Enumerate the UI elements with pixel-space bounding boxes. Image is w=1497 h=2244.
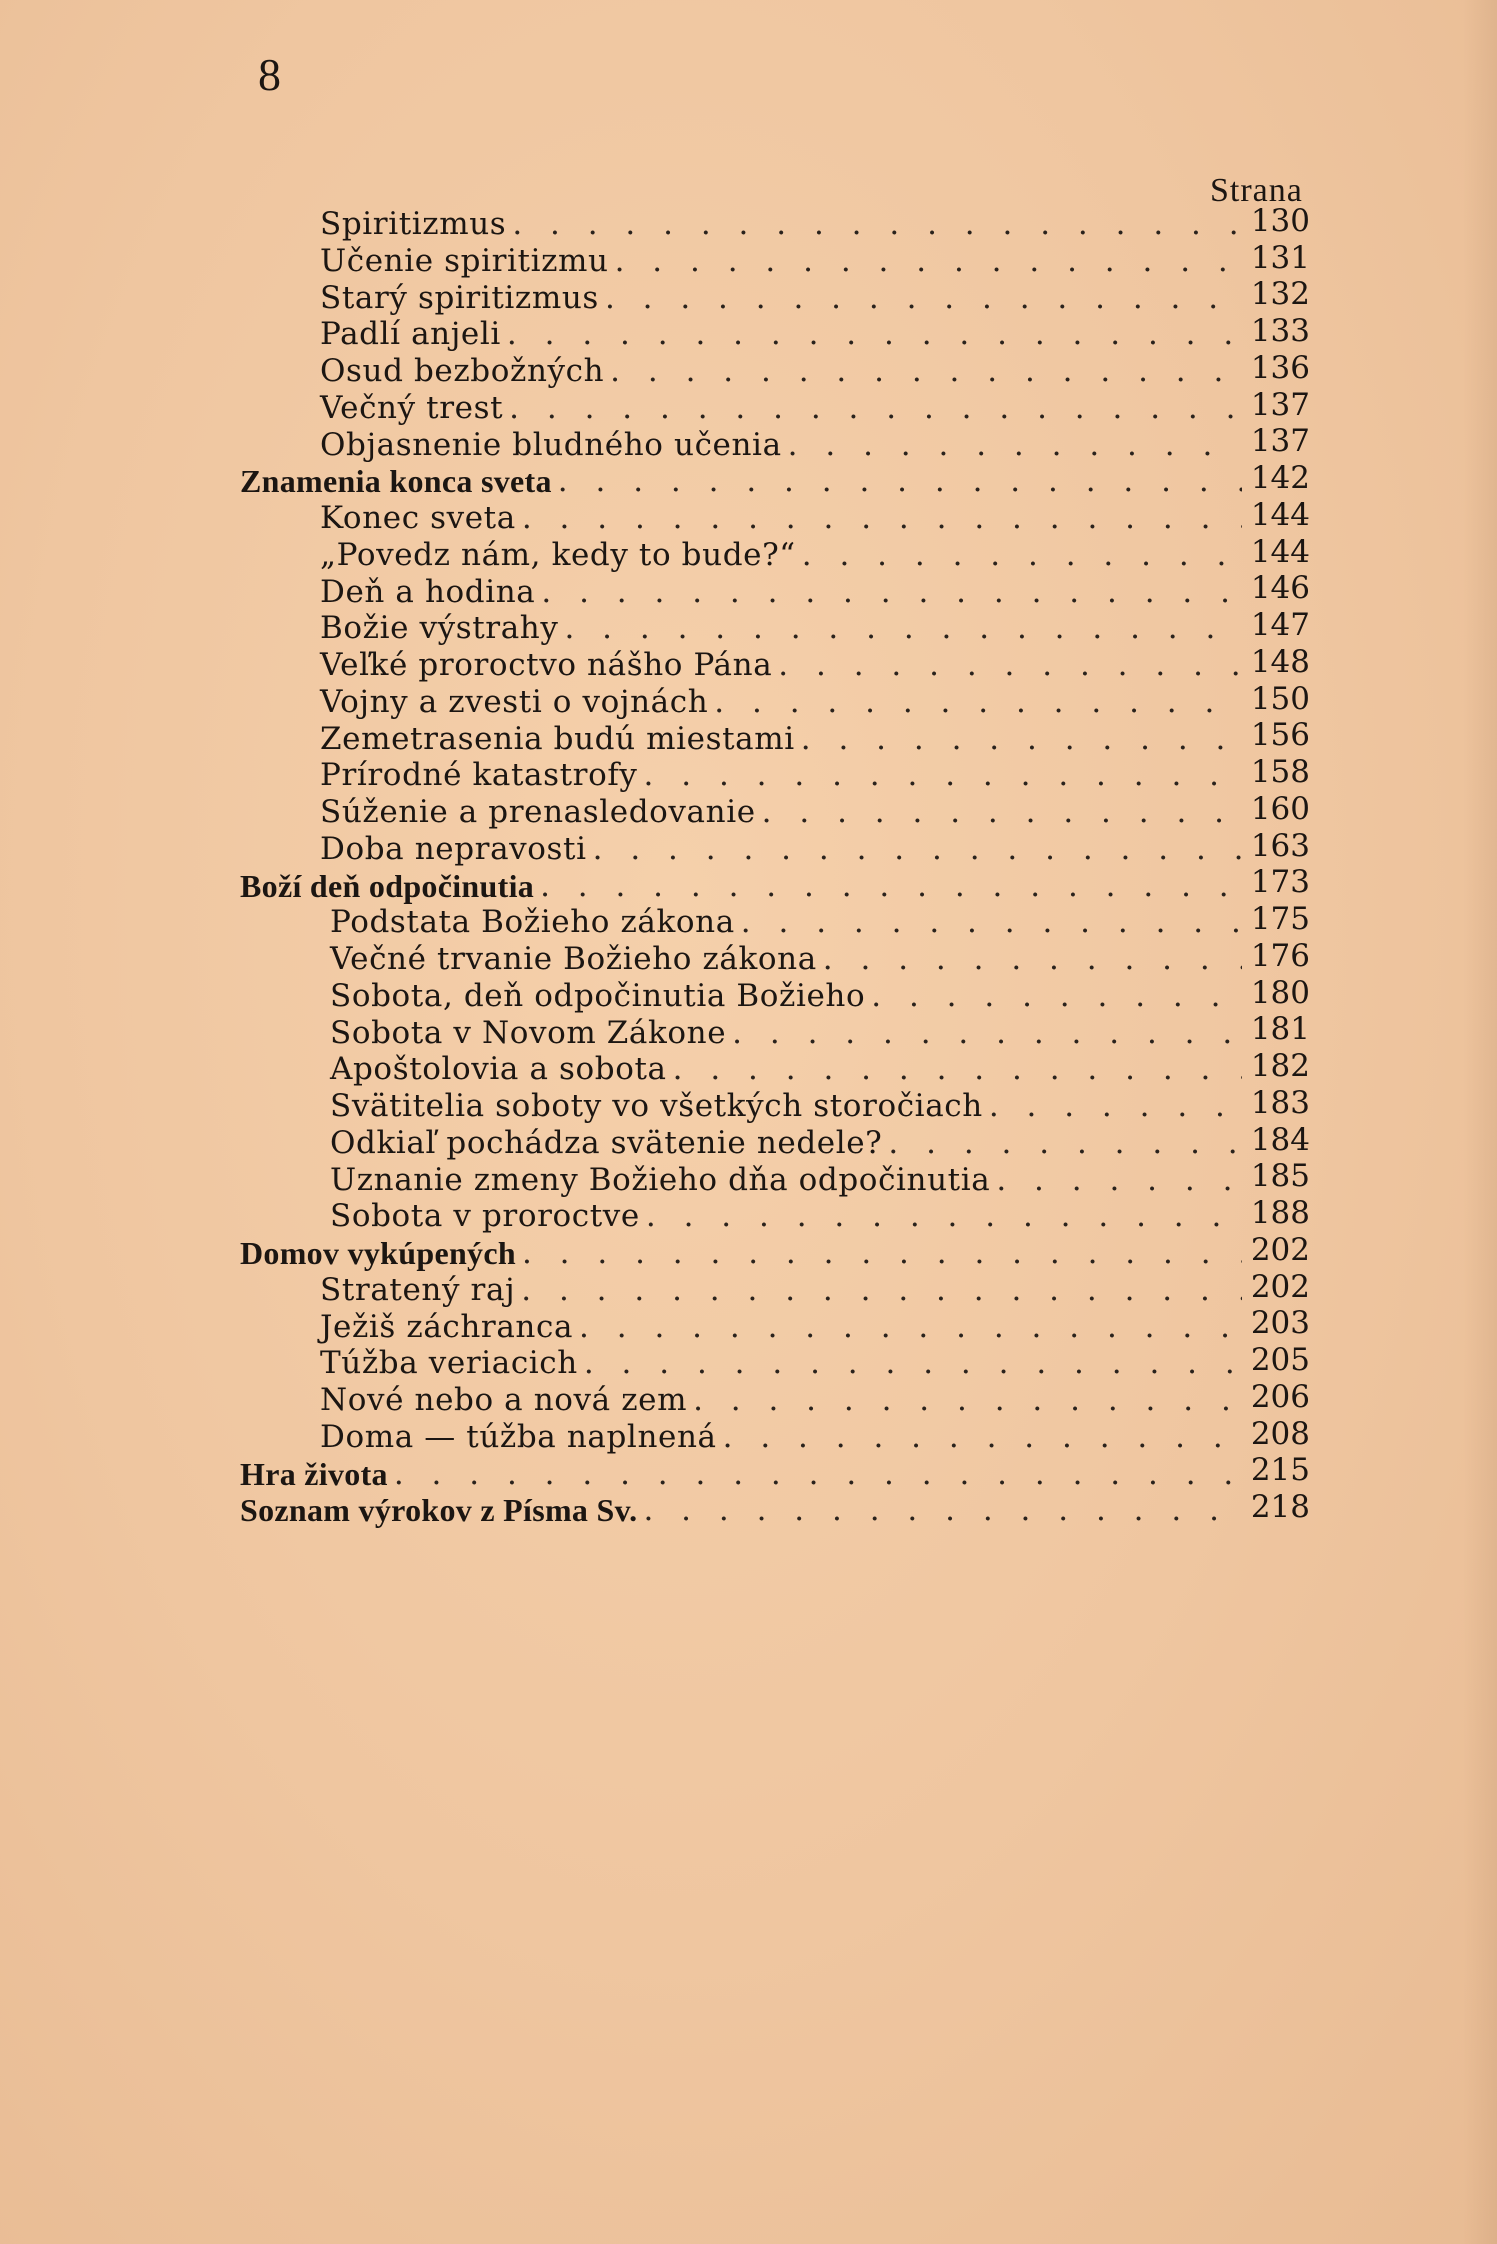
- toc-entry-page: 137: [1250, 423, 1310, 460]
- toc-entry-page: 142: [1250, 460, 1310, 496]
- toc-entry-page: 158: [1250, 754, 1310, 790]
- toc-entry-row: [240, 1342, 1310, 1382]
- dot-leader: [714, 684, 1242, 721]
- toc-entry-row: [240, 1121, 1310, 1162]
- dot-leader: [605, 280, 1242, 317]
- page-column-header: Strana: [1210, 172, 1303, 209]
- toc-entry-page: 208: [1250, 1415, 1310, 1452]
- toc-entry-title: Odkiaľ pochádza svätenie nedele?: [330, 1124, 883, 1161]
- dot-leader: [522, 500, 1242, 537]
- toc-entry-row: [240, 717, 1310, 758]
- toc-entry-row: [240, 349, 1310, 390]
- toc-entry-row: [240, 1011, 1310, 1052]
- toc-entry-page: 133: [1250, 313, 1310, 349]
- toc-entry-row: [240, 643, 1310, 684]
- toc-entry-title: Sobota, deň odpočinutia Božieho: [330, 977, 866, 1014]
- toc-entry-page: 215: [1250, 1452, 1310, 1489]
- toc-entry-page: 131: [1250, 239, 1310, 276]
- toc-entry-row: [240, 1084, 1310, 1125]
- toc-entry-title: Hra života: [240, 1455, 388, 1492]
- toc-entry-title: Osud bezbožných: [320, 353, 605, 389]
- dot-leader: [541, 574, 1242, 611]
- toc-entry-row: [240, 496, 1310, 537]
- toc-entry-title: Zemetrasenia budú miestami: [320, 720, 795, 757]
- toc-entry-page: 206: [1250, 1378, 1310, 1415]
- toc-entry-row: [240, 827, 1310, 868]
- toc-entry-page: 130: [1250, 202, 1310, 239]
- toc-entry-title: Prírodné katastrofy: [320, 757, 638, 794]
- toc-entry-title: Učenie spiritizmu: [320, 242, 609, 279]
- dot-leader: [507, 316, 1242, 353]
- toc-entry-title: Nové nebo a nová zem: [320, 1382, 688, 1418]
- dot-leader: [741, 904, 1242, 941]
- toc-entry-page: 180: [1250, 974, 1310, 1011]
- toc-entry-row: [240, 313, 1310, 353]
- toc-entry-row: [240, 533, 1310, 574]
- toc-chapter-row: [240, 864, 1310, 905]
- dot-leader: [610, 353, 1242, 390]
- dot-leader: [644, 757, 1242, 794]
- toc-entry-page: 160: [1250, 790, 1310, 827]
- dot-leader: [521, 1272, 1242, 1309]
- toc-entry-title: Boží deň odpočinutia: [240, 867, 535, 904]
- dot-leader: [646, 1198, 1242, 1235]
- toc-chapter-row: [240, 1231, 1310, 1272]
- dot-leader: [778, 647, 1242, 684]
- toc-entry-page: 205: [1250, 1342, 1310, 1378]
- toc-entry-title: Vojny a zvesti o vojnách: [320, 683, 709, 720]
- toc-entry-row: [240, 570, 1310, 611]
- toc-entry-row: [240, 680, 1310, 721]
- toc-chapter-row: [240, 1489, 1310, 1529]
- toc-entry-title: Sobota v proroctve: [330, 1198, 640, 1235]
- toc-entry-page: 182: [1250, 1048, 1310, 1084]
- toc-entry-row: [240, 386, 1310, 427]
- toc-entry-page: 173: [1250, 864, 1310, 901]
- toc-entry-page: 144: [1250, 533, 1310, 570]
- toc-chapter-row: [240, 1452, 1310, 1493]
- toc-entry-row: [240, 202, 1310, 243]
- toc-entry-title: „Povedz nám, kedy to bude?“: [320, 536, 796, 573]
- toc-entry-page: 148: [1250, 643, 1310, 680]
- toc-entry-title: Ježiš záchranca: [320, 1308, 574, 1345]
- toc-entry-title: Soznam výrokov z Písma Sv.: [240, 1492, 638, 1529]
- dot-leader: [801, 721, 1242, 758]
- dot-leader: [564, 610, 1242, 647]
- dot-leader: [732, 1015, 1242, 1052]
- dot-leader: [888, 1125, 1242, 1162]
- toc-entry-row: [240, 276, 1310, 317]
- toc-entry-row: [240, 937, 1310, 978]
- toc-entry-title: Sobota v Novom Zákone: [330, 1014, 727, 1051]
- dot-leader: [643, 1492, 1242, 1529]
- dot-leader: [989, 1088, 1242, 1125]
- toc-entry-page: 175: [1250, 901, 1310, 937]
- page-edge: [1463, 0, 1497, 2244]
- dot-leader: [522, 1235, 1242, 1272]
- toc-entry-title: Konec sveta: [320, 500, 516, 536]
- toc-entry-title: Veľké proroctvo nášho Pána: [320, 647, 773, 683]
- toc-entry-page: 176: [1250, 937, 1310, 974]
- toc-entry-title: Padlí anjeli: [320, 316, 501, 353]
- toc-entry-page: 181: [1250, 1011, 1310, 1048]
- toc-entry-row: [240, 1305, 1310, 1346]
- dot-leader: [673, 1051, 1242, 1088]
- dot-leader: [540, 868, 1242, 905]
- toc-entry-page: 137: [1250, 386, 1310, 423]
- toc-entry-page: 163: [1250, 827, 1310, 864]
- toc-entry-row: [240, 423, 1310, 464]
- dot-leader: [558, 463, 1242, 500]
- toc-entry-title: Uznanie zmeny Božieho dňa odpočinutia: [330, 1161, 991, 1198]
- toc-entry-title: Večný trest: [320, 389, 504, 426]
- dot-leader: [584, 1345, 1242, 1382]
- toc-entry-row: [240, 974, 1310, 1015]
- toc-chapter-row: [240, 460, 1310, 500]
- toc-entry-page: 188: [1250, 1195, 1310, 1231]
- toc-entry-title: Stratený raj: [320, 1271, 516, 1308]
- dot-leader: [579, 1309, 1242, 1346]
- dot-leader: [615, 243, 1242, 280]
- toc-entry-page: 218: [1250, 1489, 1310, 1525]
- toc-entry-page: 144: [1250, 496, 1310, 533]
- toc-entry-title: Podstata Božieho zákona: [330, 904, 735, 941]
- toc-entry-page: 150: [1250, 680, 1310, 717]
- toc-entry-title: Starý spiritizmus: [320, 279, 599, 316]
- toc-entry-page: 202: [1250, 1231, 1310, 1268]
- toc-entry-title: Večné trvanie Božieho zákona: [330, 941, 817, 977]
- toc-entry-page: 202: [1250, 1268, 1310, 1305]
- toc-entry-title: Svätitelia soboty vo všetkých storočiach: [330, 1088, 983, 1124]
- toc-entry-row: [240, 607, 1310, 647]
- toc-entry-title: Božie výstrahy: [320, 610, 559, 647]
- toc-entry-title: Doma — túžba naplnená: [320, 1418, 717, 1455]
- toc-entry-page: 136: [1250, 349, 1310, 386]
- table-of-contents: [240, 202, 1310, 1529]
- toc-entry-row: [240, 239, 1310, 280]
- toc-entry-title: Znamenia konca sveta: [240, 463, 552, 500]
- toc-entry-page: 147: [1250, 607, 1310, 643]
- toc-entry-page: 185: [1250, 1158, 1310, 1195]
- dot-leader: [823, 941, 1242, 978]
- dot-leader: [693, 1382, 1242, 1419]
- toc-entry-page: 183: [1250, 1084, 1310, 1121]
- toc-entry-row: [240, 1158, 1310, 1199]
- dot-leader: [788, 427, 1242, 464]
- dot-leader: [394, 1456, 1242, 1493]
- dot-leader: [512, 206, 1242, 243]
- toc-entry-page: 132: [1250, 276, 1310, 313]
- toc-entry-row: [240, 901, 1310, 941]
- toc-entry-page: 203: [1250, 1305, 1310, 1342]
- toc-entry-row: [240, 790, 1310, 831]
- toc-entry-page: 146: [1250, 570, 1310, 607]
- dot-leader: [802, 537, 1242, 574]
- toc-entry-row: [240, 1268, 1310, 1309]
- toc-entry-row: [240, 1415, 1310, 1456]
- toc-entry-title: Objasnenie bludného učenia: [320, 426, 782, 463]
- dot-leader: [871, 978, 1242, 1015]
- toc-entry-title: Spiritizmus: [320, 206, 507, 242]
- toc-entry-title: Súženie a prenasledovanie: [320, 794, 756, 830]
- dot-leader: [509, 390, 1242, 427]
- dot-leader: [723, 1419, 1242, 1456]
- dot-leader: [762, 794, 1242, 831]
- dot-leader: [593, 831, 1242, 868]
- page-number: 8: [258, 49, 281, 100]
- toc-entry-row: [240, 1048, 1310, 1088]
- toc-entry-page: 184: [1250, 1121, 1310, 1158]
- toc-entry-title: Doba nepravosti: [320, 830, 587, 867]
- toc-entry-title: Túžba veriacich: [320, 1345, 578, 1382]
- toc-entry-row: [240, 754, 1310, 794]
- toc-entry-row: [240, 1195, 1310, 1235]
- toc-entry-title: Apoštolovia a sobota: [330, 1051, 667, 1088]
- dot-leader: [996, 1162, 1242, 1199]
- toc-entry-row: [240, 1378, 1310, 1419]
- toc-entry-title: Deň a hodina: [320, 573, 536, 610]
- toc-entry-page: 156: [1250, 717, 1310, 754]
- toc-entry-title: Domov vykúpených: [240, 1235, 516, 1271]
